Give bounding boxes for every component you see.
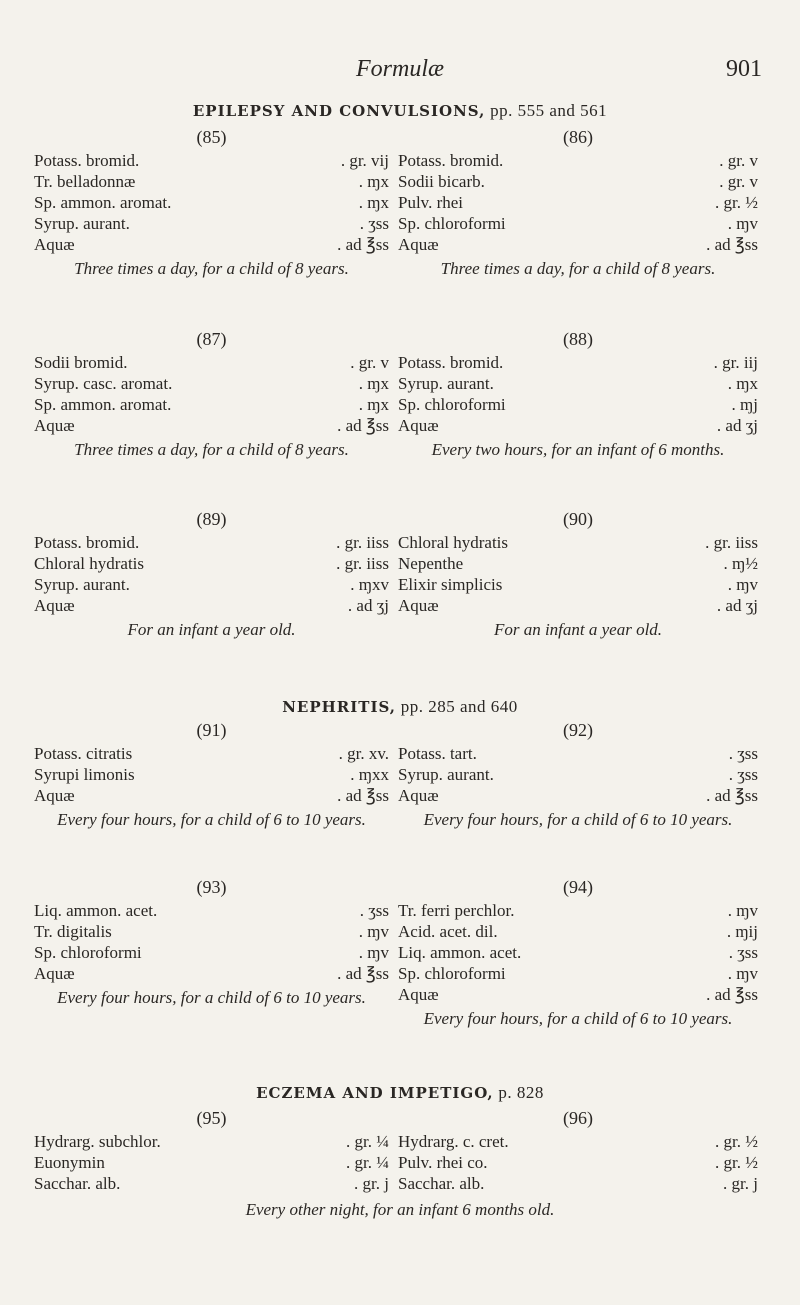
- formula-90: [398, 509, 758, 640]
- formula-95: [34, 1108, 389, 1194]
- ingredient: Sodii bicarb. . gr. v: [398, 171, 758, 192]
- ingredient: Aquæ . ad ℥ss: [34, 234, 389, 255]
- ingredient: Liq. ammon. acet. . ʒss: [398, 942, 758, 963]
- ingredient: Aquæ . ad ʒj: [398, 595, 758, 616]
- section-pages: pp. 555 and 561: [490, 101, 608, 120]
- formula-number: (91): [196, 720, 227, 740]
- ingredient: Syrup. aurant. . ɱx: [398, 373, 758, 394]
- dosage-instruction: For an infant a year old.: [493, 620, 663, 639]
- ingredient: Sacchar. alb. . gr. j: [398, 1173, 758, 1194]
- section-pages: p. 828: [498, 1083, 544, 1102]
- formula-91: [34, 720, 389, 830]
- section-title: ECZEMA AND IMPETIGO,: [256, 1084, 494, 1102]
- formula-number: (86): [563, 127, 593, 147]
- formula-93: [34, 877, 389, 1008]
- formula-number: (88): [563, 329, 593, 349]
- dosage-instruction: Every four hours, for a child of 6 to 10 years.: [423, 810, 733, 829]
- dosage-instruction: Every two hours, for an infant of 6 months.: [431, 440, 725, 459]
- ingredient: Syrup. aurant. . ʒss: [34, 213, 389, 234]
- ingredient: Aquæ . ad ℥ss: [398, 785, 758, 806]
- ingredient: Sp. ammon. aromat. . ɱx: [34, 192, 389, 213]
- ingredient: Potass. tart. . ʒss: [398, 743, 758, 764]
- ingredient: Aquæ . ad ʒj: [34, 595, 389, 616]
- ingredient: Acid. acet. dil. . ɱij: [398, 921, 758, 942]
- ingredient: Chloral hydratis . gr. iiss: [398, 532, 758, 553]
- formula-92: [398, 720, 758, 830]
- formula-number: (93): [196, 877, 227, 897]
- ingredient: Euonymin . gr. ¼: [34, 1152, 389, 1173]
- ingredient: Syrup. aurant. . ʒss: [398, 764, 758, 785]
- formula-89: [34, 509, 389, 640]
- ingredient: Hydrarg. subchlor. . gr. ¼: [34, 1131, 389, 1152]
- formula-94: [398, 877, 758, 1029]
- ingredient: Sacchar. alb. . gr. j: [34, 1173, 389, 1194]
- running-head: [0, 56, 800, 86]
- ingredient: Aquæ . ad ℥ss: [398, 234, 758, 255]
- section-heading-eczema: [0, 1083, 800, 1103]
- ingredient: Sodii bromid. . gr. v: [34, 352, 389, 373]
- ingredient: Pulv. rhei co. . gr. ½: [398, 1152, 758, 1173]
- ingredient: Sp. chloroformi . ɱj: [398, 394, 758, 415]
- formula-number: (90): [563, 509, 593, 529]
- ingredient: Aquæ . ad ℥ss: [34, 785, 389, 806]
- section-pages: pp. 285 and 640: [400, 697, 518, 716]
- ingredient: Potass. bromid. . gr. iij: [398, 352, 758, 373]
- ingredient: Aquæ . ad ℥ss: [34, 963, 389, 984]
- ingredient: Tr. digitalis . ɱv: [34, 921, 389, 942]
- section-heading-epilepsy: [0, 101, 800, 121]
- ingredient: Sp. chloroformi . ɱv: [398, 963, 758, 984]
- formula-85: [34, 127, 389, 279]
- ingredient: Pulv. rhei . gr. ½: [398, 192, 758, 213]
- ingredient: Sp. chloroformi . ɱv: [398, 213, 758, 234]
- ingredient: Tr. belladonnæ . ɱx: [34, 171, 389, 192]
- formula-88: [398, 329, 758, 460]
- page-number: 901: [726, 56, 762, 82]
- ingredient: Aquæ . ad ℥ss: [398, 984, 758, 1005]
- ingredient: Potass. bromid. . gr. iiss: [34, 532, 389, 553]
- dosage-instruction: Three times a day, for a child of 8 years.: [74, 259, 349, 278]
- ingredient: Syrupi limonis . ɱxx: [34, 764, 389, 785]
- dosage-instruction: Every four hours, for a child of 6 to 10 years.: [57, 988, 366, 1007]
- ingredient: Aquæ . ad ℥ss: [34, 415, 389, 436]
- formula-number: (89): [196, 509, 227, 529]
- formula-number: (92): [563, 720, 593, 740]
- formula-87: [34, 329, 389, 460]
- dosage-instruction: Three times a day, for a child of 8 years.: [440, 259, 716, 278]
- dosage-instruction: Three times a day, for a child of 8 years.: [74, 440, 349, 459]
- dosage-instruction: Every four hours, for a child of 6 to 10 years.: [423, 1009, 733, 1028]
- running-title: Formulæ: [355, 56, 444, 82]
- ingredient: Sp. chloroformi . ɱv: [34, 942, 389, 963]
- ingredient: Nepenthe . ɱ½: [398, 553, 758, 574]
- formula-number: (95): [196, 1108, 227, 1128]
- ingredient: Potass. bromid. . gr. vij: [34, 150, 389, 171]
- formula-96: [398, 1108, 758, 1194]
- formula-number: (85): [196, 127, 227, 147]
- ingredient: Liq. ammon. acet. . ʒss: [34, 900, 389, 921]
- eczema-dosage-instruction: Every other night, for an infant 6 months old.: [245, 1200, 555, 1219]
- section-title: NEPHRITIS,: [282, 698, 396, 716]
- ingredient: Tr. ferri perchlor. . ɱv: [398, 900, 758, 921]
- ingredient: Chloral hydratis . gr. iiss: [34, 553, 389, 574]
- ingredient: Potass. citratis . gr. xv.: [34, 743, 389, 764]
- dosage-instruction: For an infant a year old.: [127, 620, 296, 639]
- section-title: EPILEPSY AND CONVULSIONS,: [192, 102, 486, 120]
- formula-number: (87): [196, 329, 227, 349]
- ingredient: Potass. bromid. . gr. v: [398, 150, 758, 171]
- formula-86: [398, 127, 758, 279]
- ingredient: Sp. ammon. aromat. . ɱx: [34, 394, 389, 415]
- ingredient: Elixir simplicis . ɱv: [398, 574, 758, 595]
- ingredient: Aquæ . ad ʒj: [398, 415, 758, 436]
- ingredient: Hydrarg. c. cret. . gr. ½: [398, 1131, 758, 1152]
- dosage-instruction: Every four hours, for a child of 6 to 10 years.: [57, 810, 366, 829]
- ingredient: Syrup. casc. aromat. . ɱx: [34, 373, 389, 394]
- section-heading-nephritis: [0, 697, 800, 717]
- formula-number: (94): [563, 877, 593, 897]
- ingredient: Syrup. aurant. . ɱxv: [34, 574, 389, 595]
- formula-number: (96): [563, 1108, 593, 1128]
